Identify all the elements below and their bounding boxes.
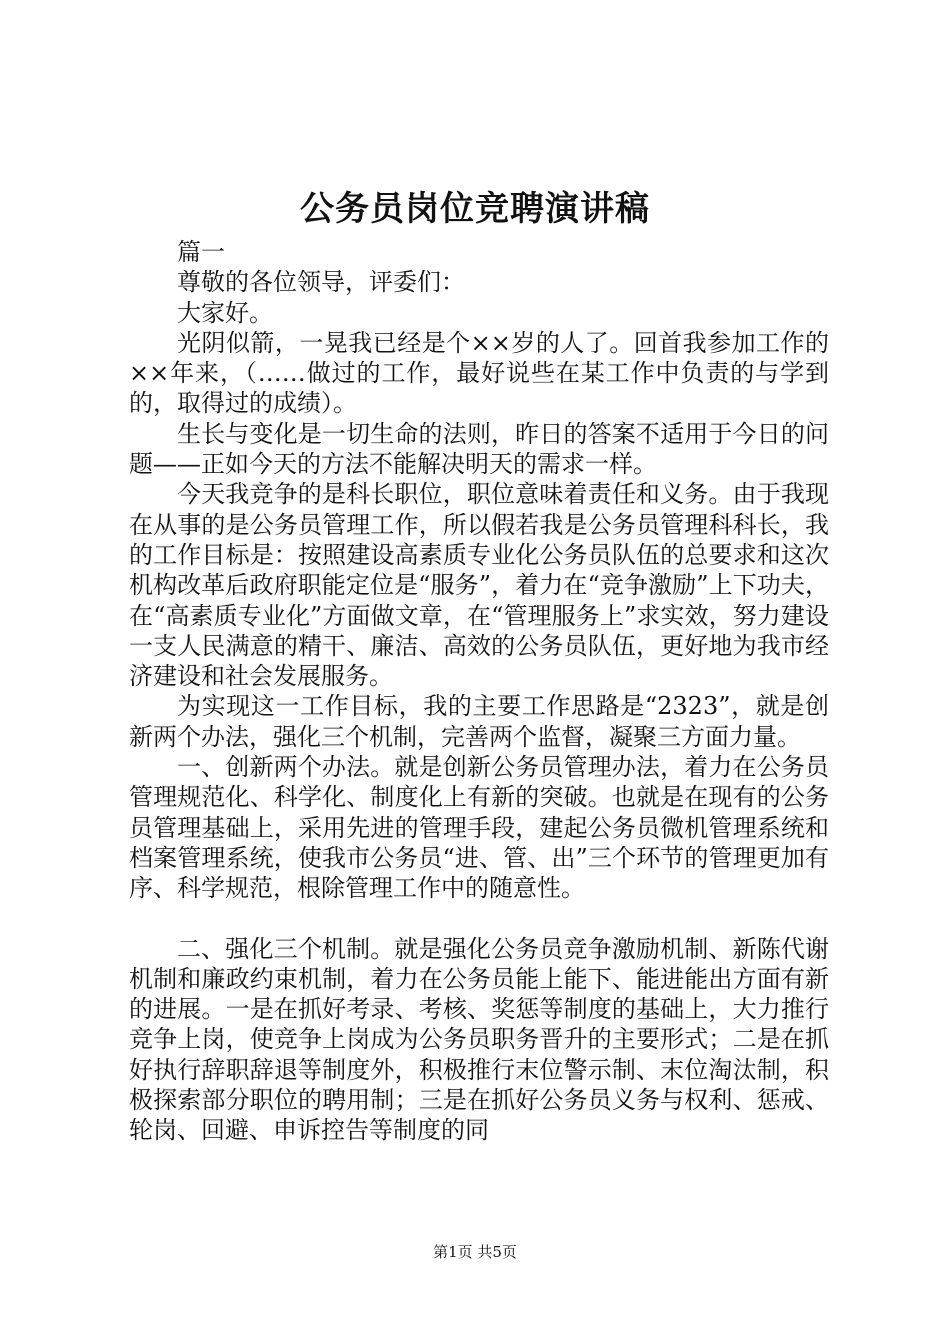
paragraph-intro: 光阴似箭，一晃我已经是个××岁的人了。回首我参加工作的××年来，（……做过的工作，最好说些在某工作中负责的与学到的，取得过的成绩）。 [129, 328, 829, 418]
paragraph-goal: 今天我竞争的是科长职位，职位意味着责任和义务。由于我现在从事的是公务员管理工作，所以假若我是公务员管理科科长，我的工作目标是：按照建设高素质专业化公务员队伍的总要求和这次机构改革后政府职能定位是“服务”，着力在“竞争激励”上下功夫，在“高素质专业化”方面做文章，在“管理服务上”求实效，努力建设一支人民满意的精干、廉洁、高效的公务员队伍，更好地为我市经济建设和社会发展服务。 [129, 480, 829, 691]
paragraph-section-label: 篇一 [177, 238, 225, 266]
paragraph-salutation: 尊敬的各位领导，评委们： [177, 268, 465, 297]
document-body [129, 237, 829, 1146]
paragraph-change: 生长与变化是一切生命的法则，昨日的答案不适用于今日的问题——正如今天的方法不能解决明天的需求一样。 [129, 419, 829, 479]
page-number: 第1页 共5页 [433, 1243, 517, 1261]
paragraph-greeting: 大家好。 [177, 298, 273, 327]
paragraph-plan: 为实现这一工作目标，我的主要工作思路是“2323”，就是创新两个办法，强化三个机制，完善两个监督，凝聚三方面力量。 [129, 692, 829, 751]
paragraph-point-two: 二、强化三个机制。就是强化公务员竞争激励机制、新陈代谢机制和廉政约束机制，着力在公务员能上能下、能进能出方面有新的进展。一是在抓好考录、考核、奖惩等制度的基础上，大力推行竞争上岗，使竞争上岗成为公务员职务晋升的主要形式；二是在抓好执行辞职辞退等制度外，积极推行末位警示制、末位淘汰制，积极探索部分职位的聘用制；三是在抓好公务员义务与权利、惩戒、轮岗、回避、申诉控告等制度的同 [129, 934, 829, 1145]
paragraph-point-one: 一、创新两个办法。就是创新公务员管理办法，着力在公务员管理规范化、科学化、制度化上有新的突破。也就是在现有的公务员管理基础上，采用先进的管理手段，建起公务员微机管理系统和档案管理系统，使我市公务员“进、管、出”三个环节的管理更加有序、科学规范，根除管理工作中的随意性。 [129, 753, 829, 903]
document-title: 公务员岗位竞聘演讲稿 [300, 189, 650, 229]
